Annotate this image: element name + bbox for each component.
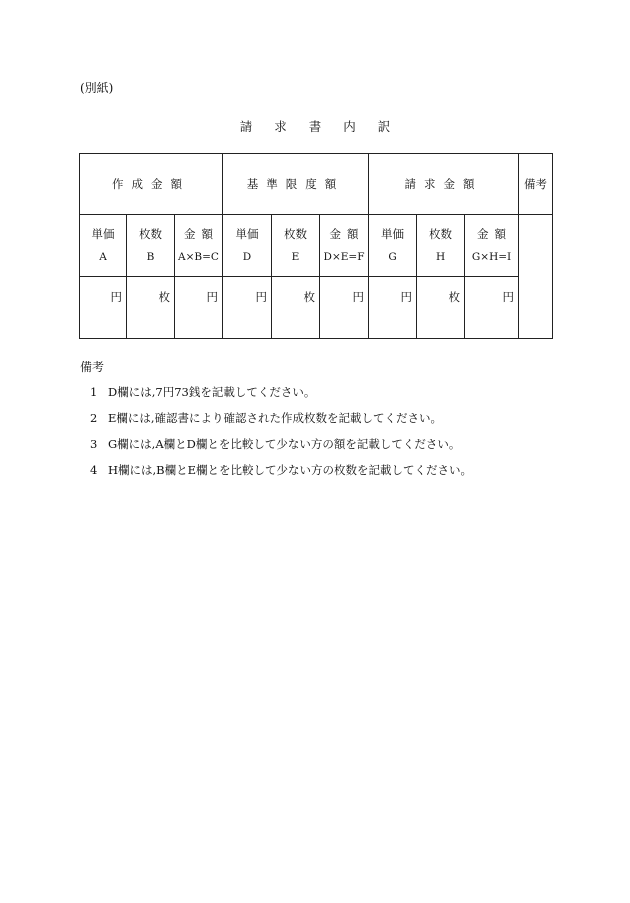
attachment-label: (別紙) [80, 81, 114, 95]
remarks-header: 備考 [519, 154, 553, 215]
entry-cell[interactable]: 円 [80, 277, 127, 339]
invoice-breakdown-table [79, 153, 553, 339]
subheader-cell: 単価 A [80, 215, 127, 277]
entry-cell[interactable]: 円 [223, 277, 272, 339]
note-text: H欄には,B欄とE欄とを比較して少ない方の枚数を記載してください。 [108, 463, 473, 477]
remarks-cell[interactable] [519, 215, 553, 339]
group-header-standard-limit: 基準限度額 [223, 154, 369, 215]
subheader-cell: 枚数 B [127, 215, 175, 277]
note-number: 2 [90, 411, 98, 425]
subheader-cell: 金額 G×H=I [465, 215, 519, 277]
entry-cell[interactable]: 枚 [272, 277, 320, 339]
note-item [90, 410, 472, 436]
entry-cell[interactable]: 円 [320, 277, 369, 339]
entry-cell[interactable]: 枚 [127, 277, 175, 339]
note-item [90, 462, 472, 488]
note-number: 3 [90, 437, 98, 451]
note-item [90, 384, 472, 410]
notes-list [90, 384, 472, 488]
note-number: 1 [90, 385, 98, 399]
entry-cell[interactable]: 円 [465, 277, 519, 339]
group-header-claim-amount: 請求金額 [369, 154, 519, 215]
notes-title: 備考 [80, 360, 105, 374]
note-text: E欄には,確認書により確認された作成枚数を記載してください。 [108, 411, 443, 425]
entry-cell[interactable]: 円 [369, 277, 417, 339]
note-number: 4 [90, 463, 98, 477]
subheader-cell: 枚数 H [417, 215, 465, 277]
note-text: D欄には,7円73銭を記載してください。 [108, 385, 316, 399]
note-text: G欄には,A欄とD欄とを比較して少ない方の額を記載してください。 [108, 437, 461, 451]
entry-cell[interactable]: 円 [175, 277, 223, 339]
document-title: 請求書内訳 [239, 119, 413, 134]
subheader-cell: 単価 D [223, 215, 272, 277]
subheader-cell: 金額 A×B=C [175, 215, 223, 277]
group-header-creation-amount: 作成金額 [80, 154, 223, 215]
note-item [90, 436, 472, 462]
subheader-cell: 単価 G [369, 215, 417, 277]
subheader-cell: 金額 D×E=F [320, 215, 369, 277]
subheader-cell: 枚数 E [272, 215, 320, 277]
entry-cell[interactable]: 枚 [417, 277, 465, 339]
